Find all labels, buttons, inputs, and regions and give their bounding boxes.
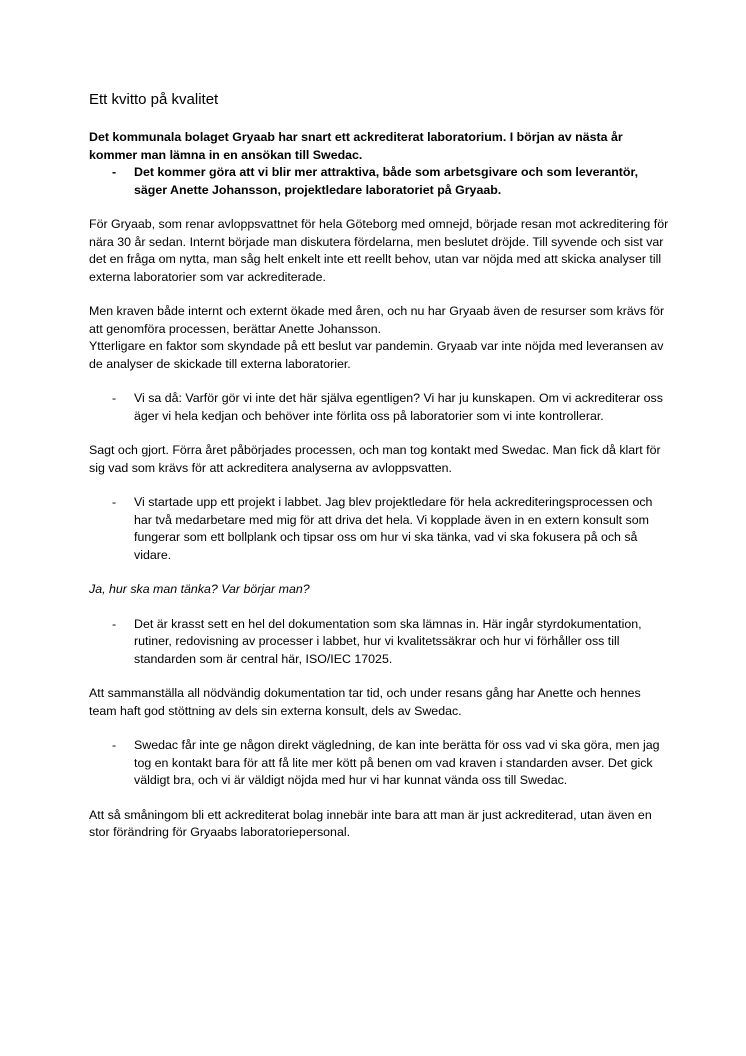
quote-dash: -	[112, 391, 117, 405]
quote-dash: -	[112, 738, 117, 752]
quote-dash: -	[112, 165, 117, 179]
quote-2-text: Vi startade upp ett projekt i labbet. Jag blev projektledare för hela ackrediteringsprocessen och har två medarbetare med mig för att driva det hela. Vi kopplade även in en extern konsult som fungerar som ett bollplank och tipsar oss om hur vi ska tänka, vad vi ska fokusera på och så vidare.	[134, 495, 653, 562]
quote-dash: -	[112, 495, 117, 509]
paragraph-4: Att sammanställa all nödvändig dokumentation tar tid, och under resans gång har Anette och hennes team haft god stöttning av dels sin externa konsult, dels av Swedac.	[89, 686, 641, 718]
paragraph-2b: Ytterligare en faktor som skyndade på ett beslut var pandemin. Gryaab var inte nöjda med leveransen av de analyser de skickade till externa laboratorier.	[89, 339, 664, 371]
lead-quote	[89, 164, 669, 199]
quote-dash: -	[112, 616, 117, 631]
quote-3	[89, 616, 669, 669]
lead-paragraph: Det kommunala bolaget Gryaab har snart ett ackrediterat laboratorium. I början av nästa år kommer man lämna in en ansökan till Swedac.	[89, 130, 623, 162]
quote-3-text: Det är krasst sett en hel del dokumentation som ska lämnas in. Här ingår styrdokumentation, rutiner, redovisning av processer i labbet, hur vi kvalitetssäkrar och hur vi förhåller oss till standarden som är central här, ISO/IEC 17025.	[134, 616, 642, 666]
quote-4	[89, 737, 669, 790]
paragraph-1: För Gryaab, som renar avloppsvattnet för hela Göteborg med omnejd, började resan mot ackreditering för nära 30 år sedan. Internt började man diskutera fördelarna, men beslutet dröjde. Till syvende och sist var det en fråga om nytta, man såg helt enkelt inte ett reellt behov, utan var nöjda med att skicka analyser till externa laboratorier som var ackrediterade.	[89, 217, 669, 284]
article-title: Ett kvitto på kvalitet	[89, 91, 219, 108]
quote-4-text: Swedac får inte ge någon direkt vägledning, de kan inte berätta för oss vad vi ska göra, men jag tog en kontakt bara för att få lite mer kött på benen om vad kraven i standarden avser. Det gick väldigt bra, och vi är väldigt nöjda med hur vi har kunnat vända oss till Swedac.	[134, 738, 660, 787]
lead-quote-text: Det kommer göra att vi blir mer attraktiva, både som arbetsgivare och som leverantör, säger Anette Johansson, projektledare laboratoriet på Gryaab.	[134, 165, 639, 197]
question-paragraph: Ja, hur ska man tänka? Var börjar man?	[89, 582, 310, 596]
paragraph-3: Sagt och gjort. Förra året påbörjades processen, och man tog kontakt med Swedac. Man fick då klart för sig vad som krävs för att ackreditera analyserna av avloppsvatten.	[89, 443, 661, 475]
paragraph-5: Att så småningom bli ett ackrediterat bolag innebär inte bara att man är just ackrediterad, utan även en stor förändring för Gryaabs laboratoriepersonal.	[89, 807, 652, 839]
document-page	[89, 90, 669, 842]
quote-1	[89, 390, 669, 425]
paragraph-2a: Men kraven både internt och externt ökade med åren, och nu har Gryaab även de resurser som krävs för att genomföra processen, berättar Anette Johansson.	[89, 304, 665, 336]
quote-1-text: Vi sa då: Varför gör vi inte det här själva egentligen? Vi har ju kunskapen. Om vi ackrediterar oss äger vi hela kedjan och behöver inte förlita oss på laboratorier som vi inte kontrollerar.	[134, 391, 663, 423]
quote-2	[89, 494, 669, 564]
